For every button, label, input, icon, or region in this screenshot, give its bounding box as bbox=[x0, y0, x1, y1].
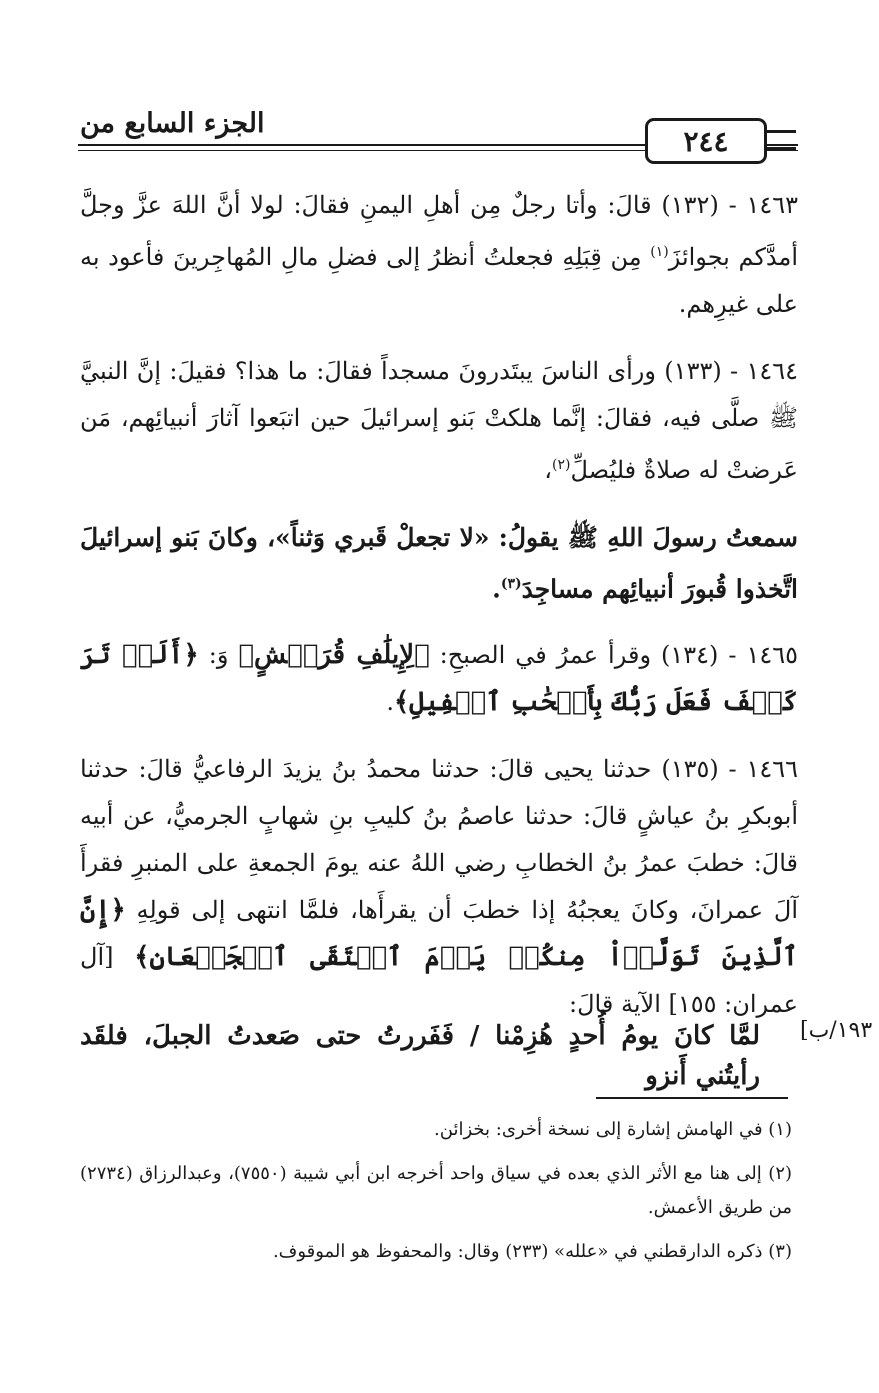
quran-verse: ﴿إِنَّ ٱلَّذِينَ تَوَلَّوۡاْ مِنكُمۡ يَوۡمَ ٱلۡتَقَى ٱلۡجَمۡعَانِ﴾ bbox=[80, 895, 798, 973]
page-header bbox=[78, 108, 798, 156]
paragraph-text: مِن قِبَلِهِ فجعلتُ أنظرُ إلى فضلِ مالِ المُهاجِرينَ فأعود به على غيرِهم. bbox=[80, 243, 798, 318]
main-text bbox=[80, 182, 798, 1048]
paragraph-text: ١٤٦٥ - (١٣٤) وقرأ عمرُ في الصبحِ: bbox=[429, 641, 798, 670]
running-title: الجزء السابع من bbox=[80, 108, 265, 139]
paragraph-text: وَ: bbox=[198, 641, 239, 670]
quran-verse: ﴿لِإِيلَٰفِ قُرَيۡشٍ﴾ bbox=[238, 640, 430, 671]
footnote-separator bbox=[596, 1097, 788, 1099]
footnote-ref: (٣) bbox=[500, 576, 522, 592]
footnote-ref: (١) bbox=[650, 244, 669, 260]
footnote-1: (١) في الهامش إشارة إلى نسخة أخرى: بخزائن. bbox=[434, 1119, 792, 1140]
hadith-quote bbox=[80, 514, 798, 612]
page-number: ٢٤٤ bbox=[645, 118, 767, 164]
paragraph-1464 bbox=[80, 348, 798, 494]
paragraph-text: . bbox=[386, 688, 394, 717]
footnotes bbox=[80, 1113, 792, 1279]
paragraph-text: سمعتُ رسولَ اللهِ ﷺ يقولُ: «لا تجعلْ قَبري وَثناً»، وكانَ بَنو إسرائيلَ اتَّخذوا قُبورَ أنبيائِهم مساجِدَ bbox=[80, 523, 798, 604]
paragraph-text: . bbox=[492, 574, 501, 604]
paragraph-1463 bbox=[80, 182, 798, 328]
paragraph-text: ١٤٦٤ - (١٣٣) ورأى الناسَ يبتَدرونَ مسجداً فقالَ: ما هذا؟ فقيلَ: إنَّ النبيَّ ﷺ صلَّى فيه، فقالَ: إنَّما هلكتْ بَنو إسرائيلَ حين اتبَعوا آثارَ أنبيائِهم، مَن عَرضتْ له صلاةٌ فليُصلِّ bbox=[80, 357, 798, 484]
paragraph-text: ١٤٦٣ - (١٣٢) قالَ: وأتا رجلٌ مِن أهلِ اليمنِ فقالَ: لولا أنَّ اللهَ عزَّ وجلَّ أمدَّكم بجوائزَ bbox=[80, 191, 799, 271]
header-ornament bbox=[766, 130, 796, 150]
paragraph-text: ١٤٦٦ - (١٣٥) حدثنا يحيى قالَ: حدثنا محمدُ بنُ يزيدَ الرفاعيُّ قالَ: حدثنا أبوبكرِ بنُ عياشٍ قالَ: حدثنا عاصمُ بنُ كليبِ بنِ شهابٍ الجرميُّ، عن أبيه قالَ: خطبَ عمرُ بنُ الخطابِ رضي اللهُ عنه يومَ الجمعةِ على المنبرِ فقرأَ آلَ عمرانَ، وكانَ يعجبُهُ إذا خطبَ أن يقرأَها، فلمَّا انتهى إلى قولِهِ bbox=[80, 755, 798, 925]
footnote-2: (٢) إلى هنا مع الأثر الذي بعده في سياق واحد أخرجه ابن أبي شيبة (٧٥٥٠)، وعبدالرزاق (٢٧٣٤) من طريق الأعمش. bbox=[80, 1163, 793, 1218]
paragraph-1466 bbox=[80, 746, 798, 1028]
paragraph-text: [آل عمران: ١٥٥] الآية قالَ: bbox=[80, 943, 798, 1019]
footnote-3: (٣) ذكره الدارقطني في «علله» (٢٣٣) وقال: والمحفوظ هو الموقوف. bbox=[272, 1241, 792, 1262]
manuscript-folio-mark: ١٩٣/ب] bbox=[800, 1018, 873, 1043]
paragraph-1465 bbox=[80, 632, 798, 726]
quran-verse: ﴿أَلَمۡ تَرَ كَيۡفَ فَعَلَ رَبُّكَ بِأَصۡحَٰبِ ٱلۡفِيلِ﴾ bbox=[80, 640, 798, 718]
footnote-ref: (٢) bbox=[552, 457, 571, 473]
paragraph-text: ، bbox=[544, 456, 553, 484]
continued-line: لمَّا كانَ يومُ أُحدٍ هُزِمْنا / فَفَررتُ حتى صَعدتُ الجبلَ، فلقَد رأيتُني أَنزو bbox=[80, 1021, 760, 1091]
